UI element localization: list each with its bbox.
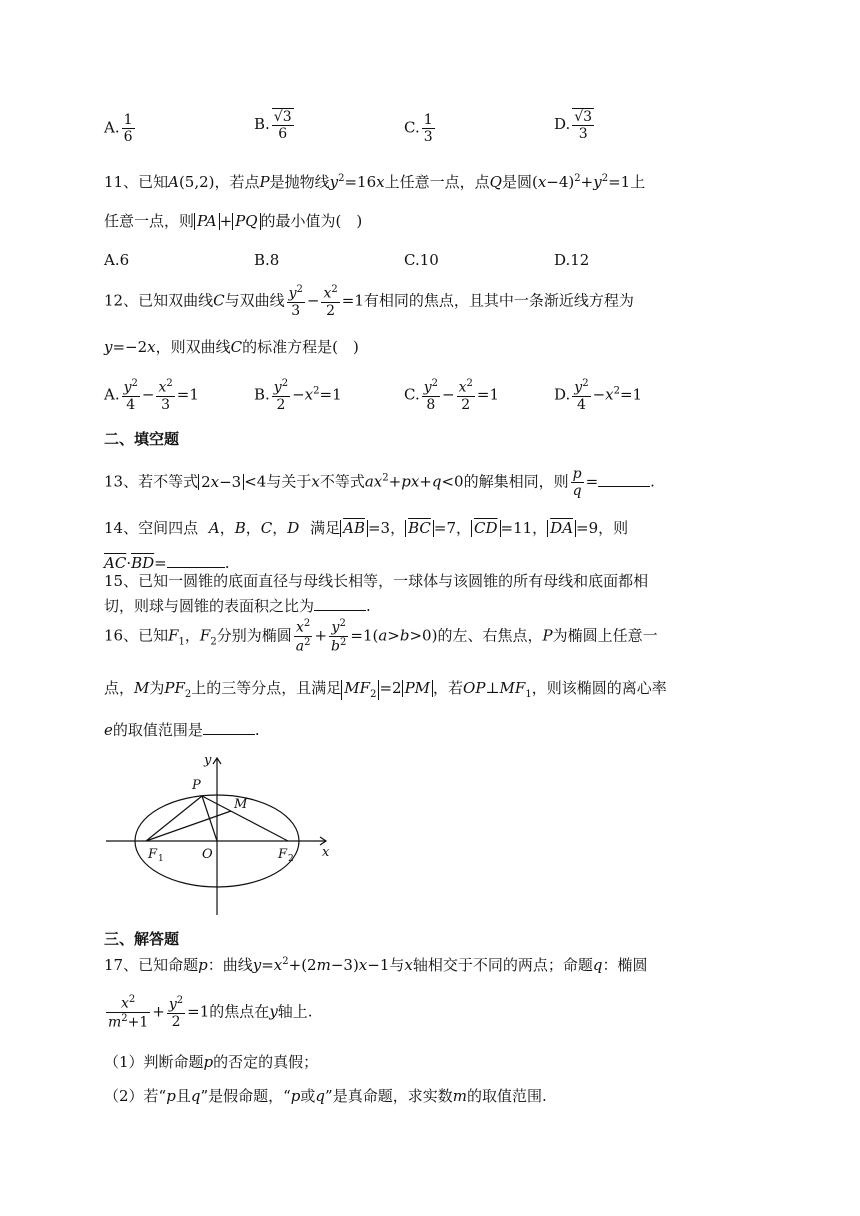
- section-answer-heading: 三、解答题: [104, 930, 180, 948]
- q11-option-b: B.8: [254, 251, 280, 269]
- q12-stem-line1: 12、已知双曲线C与双曲线 $\frac{y^2}{3}$ − $\frac{x^2}{2}$ =1有相同的焦点，且其中一条渐近线方程为: [104, 284, 634, 319]
- label-P: P: [192, 778, 201, 793]
- q15-answer-blank[interactable]: [314, 596, 366, 611]
- q10-option-a: A. $\frac{1}{6}$: [104, 112, 133, 146]
- q11-option-d: D.12: [554, 251, 590, 269]
- q11-stem-line1: 11、已知A(5,2)，若点P是抛物线$y^2=16x$上任意一点，点Q是圆$(x-4)^2+y^2=1$上: [104, 173, 646, 191]
- q12-stem-line2: y=−2x，则双曲线C的标准方程是( ): [104, 338, 359, 356]
- label-O: O: [202, 847, 213, 862]
- q14-answer-blank[interactable]: [167, 553, 225, 568]
- label-F2-sub: 2: [288, 854, 294, 864]
- q12-option-d: D. $\frac{y^2}{4}$ $-x^2=1$: [554, 378, 643, 413]
- q17-stem-line2: $\frac{x^2}{m^2+1}$ + $\frac{y^2}{2}$ =1的焦点在y轴上.: [108, 994, 313, 1031]
- q12-option-c: C. $\frac{y^2}{8}$ − $\frac{x^2}{2}$ =1: [404, 378, 499, 413]
- label-x: x: [322, 845, 330, 860]
- q12-option-b: B. $\frac{y^2}{2}$ $-x^2=1$: [254, 378, 342, 413]
- q15-stem-line2: 切，则球与圆锥的表面积之比为 .: [104, 597, 371, 615]
- label-y: y: [204, 753, 212, 768]
- q14-stem-line2: $\overline{AC}\cdot\overline{BD}=$ .: [104, 554, 230, 572]
- q15-stem-line1: 15、已知一圆锥的底面直径与母线长相等，一球体与该圆锥的所有母线和底面都相: [104, 572, 649, 590]
- q17-part2: （2）若“p且q”是假命题，“p或q”是真命题，求实数m的取值范围.: [104, 1087, 547, 1105]
- q13-answer-blank[interactable]: [598, 472, 650, 487]
- q14-stem-line1: 14、空间四点 A，B，C，D 满足 $\overline{AB} =3$， $\overline{BC} =7$， $\overline{CD} =11$， $\overline{DA} =9$，则: [104, 519, 629, 537]
- q10-option-d: D. $\frac{√3}{3}$: [554, 109, 593, 143]
- q16-answer-blank[interactable]: [203, 720, 255, 735]
- q12-option-a: A. $\frac{y^2}{4}$ − $\frac{x^2}{3}$ =1: [104, 378, 199, 413]
- q17-stem-line1: 17、已知命题p：曲线$y=x^2+(2m-3)x-1$与x轴相交于不同的两点；命题q：椭圆: [104, 956, 648, 974]
- label-M: M: [234, 797, 248, 812]
- label-F1: F: [148, 847, 158, 862]
- segment-MF1: [146, 811, 231, 841]
- q11-option-c: C.10: [404, 251, 439, 269]
- q16-stem-line3: e的取值范围是 .: [104, 721, 260, 739]
- segment-PF1: [146, 796, 202, 841]
- q10-option-b: B. $\frac{√3}{6}$: [254, 109, 292, 143]
- q13-stem: 13、若不等式 2x−3 <4与关于x不等式$ax^2+px+q<0$的解集相同，则 $\frac{p}{q}$ = .: [104, 466, 655, 500]
- q10-option-c: C. $\frac{1}{3}$: [404, 112, 433, 146]
- q17-part1: （1）判断命题p的否定的真假；: [104, 1053, 319, 1071]
- section-fill-in-heading: 二、填空题: [104, 430, 180, 448]
- q11-option-a: A.6: [104, 251, 130, 269]
- q11-stem-line2: 任意一点，则 PA + PQ 的最小值为( ): [104, 212, 363, 230]
- q16-stem-line1: 16、已知$F_1$，$F_2$分别为椭圆 $\frac{x^2}{a^2}$ + $\frac{y^2}{b^2}$ =1(a>b>0)的左、右焦点，P为椭圆上任意一: [104, 618, 658, 655]
- q16-stem-line2: 点，M为$PF_2$上的三等分点，且满足 $MF_2 =2$ PM ，若$OP\perp MF_1$，则该椭圆的离心率: [104, 679, 667, 700]
- label-F2: F: [278, 847, 288, 862]
- label-F1-sub: 1: [158, 854, 164, 864]
- ellipse-figure: [104, 752, 344, 918]
